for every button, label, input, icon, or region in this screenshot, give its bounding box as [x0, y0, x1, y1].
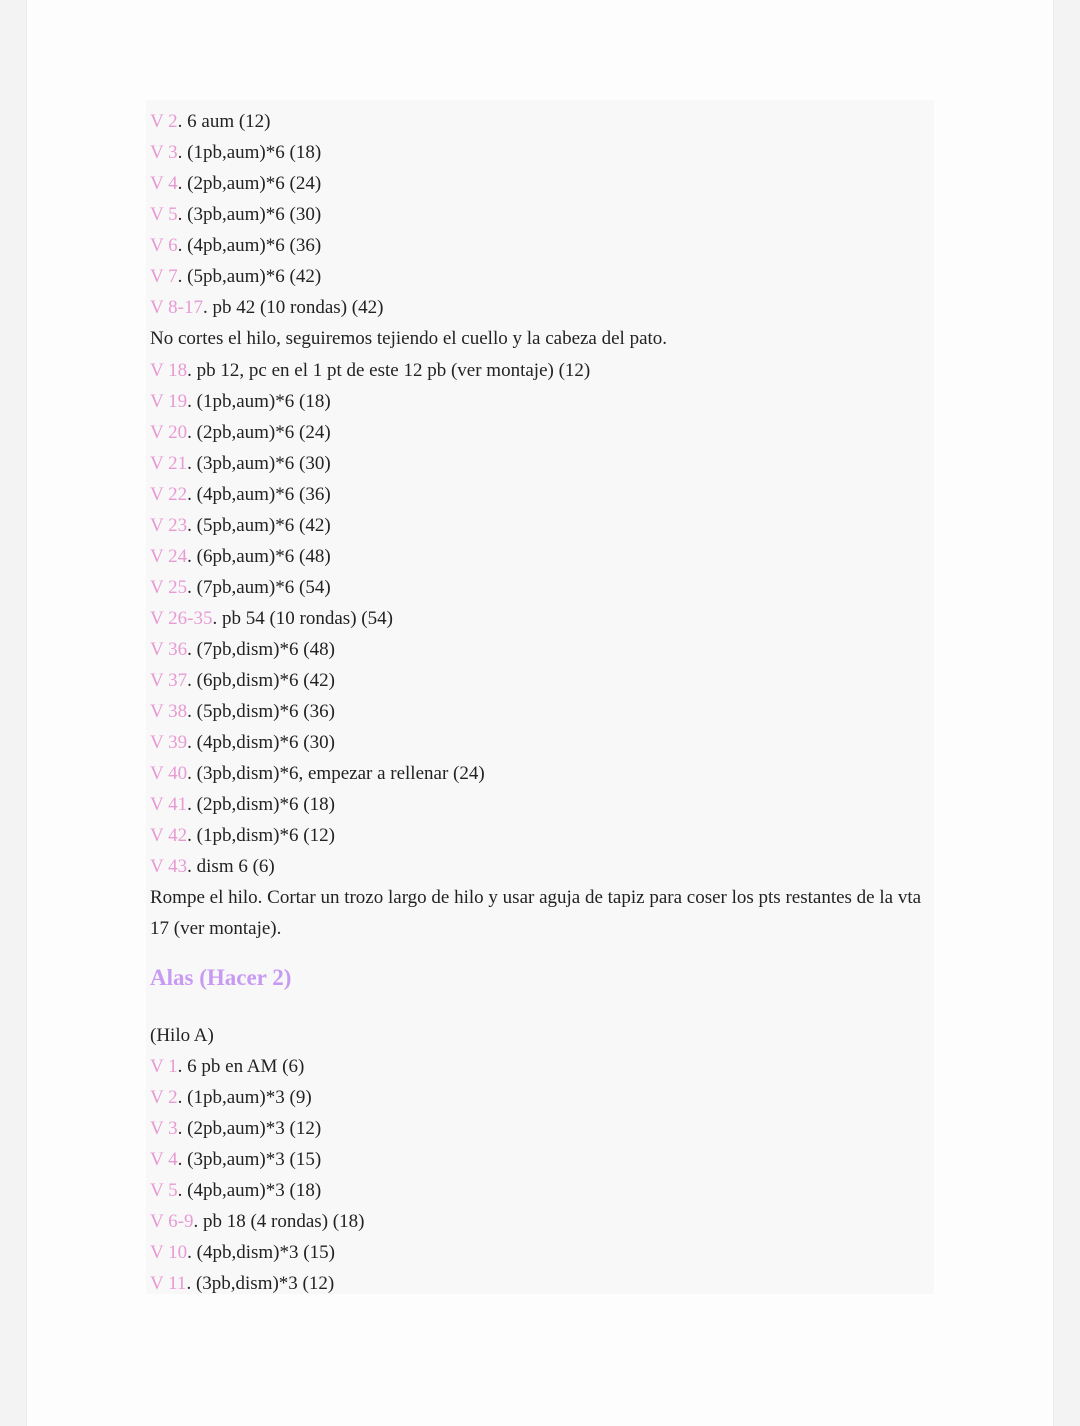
round-instruction: . (6pb,dism)*6 (42): [187, 670, 335, 691]
round-label: V 20: [150, 422, 188, 443]
round-instruction: . pb 18 (4 rondas) (18): [193, 1211, 365, 1232]
round-instruction: . (3pb,aum)*6 (30): [187, 453, 331, 474]
round-instruction: . (4pb,aum)*6 (36): [187, 484, 331, 505]
document-page: [26, 0, 1054, 1426]
round-label: V 21: [150, 453, 188, 474]
round-row: [150, 634, 335, 665]
round-row: [150, 106, 271, 137]
round-row: [150, 1082, 312, 1113]
round-row: [150, 386, 331, 417]
round-row: [150, 230, 321, 261]
round-label: V 42: [150, 825, 188, 846]
round-label: V 36: [150, 639, 188, 660]
yarn-note: (Hilo A): [150, 1025, 214, 1046]
round-row: [150, 292, 383, 323]
round-instruction: . (2pb,aum)*6 (24): [177, 173, 322, 194]
round-label: V 37: [150, 670, 188, 691]
section-heading: Alas (Hacer 2): [150, 965, 292, 990]
round-label: V 19: [150, 391, 188, 412]
round-row: [150, 541, 331, 572]
round-row: [150, 727, 335, 758]
round-row: [150, 168, 321, 199]
round-label: V 3: [150, 1118, 178, 1139]
round-row: [150, 789, 335, 820]
round-label: V 24: [150, 546, 188, 567]
round-instruction: . (5pb,aum)*6 (42): [187, 515, 331, 536]
round-label: V 7: [150, 266, 178, 287]
round-label: V 5: [150, 1180, 178, 1201]
round-instruction: . pb 12, pc en el 1 pt de este 12 pb (ver montaje) (12): [187, 360, 591, 381]
round-instruction: . (1pb,dism)*6 (12): [187, 825, 335, 846]
round-instruction: . (4pb,dism)*6 (30): [187, 732, 335, 753]
round-instruction: . (3pb,aum)*3 (15): [177, 1149, 322, 1170]
round-instruction: . (6pb,aum)*6 (48): [187, 546, 331, 567]
round-label: V 10: [150, 1242, 188, 1263]
round-instruction: . (1pb,aum)*6 (18): [177, 142, 322, 163]
round-instruction: . (4pb,aum)*3 (18): [177, 1180, 322, 1201]
instruction-note: No cortes el hilo, seguiremos tejiendo el cuello y la cabeza del pato.: [150, 328, 668, 349]
round-label: V 8-17: [150, 297, 203, 318]
round-row: [150, 510, 331, 541]
round-row: [150, 572, 331, 603]
round-row: [150, 137, 321, 168]
round-instruction: . (5pb,dism)*6 (36): [187, 701, 335, 722]
round-label: V 6: [150, 235, 178, 256]
round-instruction: . (1pb,aum)*3 (9): [177, 1087, 312, 1108]
round-instruction: . (2pb,dism)*6 (18): [187, 794, 335, 815]
round-instruction: . (7pb,dism)*6 (48): [187, 639, 335, 660]
round-instruction: . (7pb,aum)*6 (54): [187, 577, 331, 598]
round-label: V 23: [150, 515, 188, 536]
round-label: V 4: [150, 173, 178, 194]
round-row: [150, 758, 485, 789]
round-instruction: . 6 aum (12): [177, 111, 271, 132]
round-instruction: . (3pb,aum)*6 (30): [177, 204, 322, 225]
round-instruction: . (4pb,dism)*3 (15): [187, 1242, 335, 1263]
round-row: [150, 479, 331, 510]
round-row: [150, 1051, 304, 1082]
round-label: V 3: [150, 142, 178, 163]
round-row: [150, 1237, 335, 1268]
round-label: V 11: [150, 1273, 187, 1294]
round-label: V 39: [150, 732, 188, 753]
round-row: [150, 1175, 321, 1206]
round-row: [150, 851, 275, 882]
round-row: [150, 261, 321, 292]
round-label: V 41: [150, 794, 188, 815]
round-label: V 4: [150, 1149, 178, 1170]
round-instruction: . (4pb,aum)*6 (36): [177, 235, 322, 256]
round-row: [150, 1206, 364, 1237]
round-label: V 22: [150, 484, 188, 505]
round-instruction: . (5pb,aum)*6 (42): [177, 266, 322, 287]
round-label: V 38: [150, 701, 188, 722]
round-label: V 25: [150, 577, 188, 598]
round-row: [150, 355, 590, 386]
round-row: [150, 696, 335, 727]
round-row: [150, 199, 321, 230]
round-instruction: . dism 6 (6): [187, 856, 275, 877]
round-instruction: . pb 54 (10 rondas) (54): [212, 608, 393, 629]
round-label: V 26-35: [150, 608, 213, 629]
round-label: V 2: [150, 111, 178, 132]
round-row: [150, 1268, 334, 1299]
round-instruction: . 6 pb en AM (6): [177, 1056, 305, 1077]
round-row: [150, 820, 335, 851]
round-instruction: . (2pb,aum)*6 (24): [187, 422, 331, 443]
round-label: V 43: [150, 856, 188, 877]
round-row: [150, 603, 393, 634]
round-label: V 6-9: [150, 1211, 194, 1232]
round-label: V 1: [150, 1056, 178, 1077]
round-instruction: . (3pb,dism)*3 (12): [186, 1273, 335, 1294]
round-label: V 40: [150, 763, 188, 784]
round-instruction: . pb 42 (10 rondas) (42): [202, 297, 384, 318]
round-row: [150, 665, 335, 696]
round-instruction: . (3pb,dism)*6, empezar a rellenar (24): [187, 763, 485, 784]
round-instruction: . (2pb,aum)*3 (12): [177, 1118, 322, 1139]
round-row: [150, 1113, 321, 1144]
round-row: [150, 417, 331, 448]
round-label: V 5: [150, 204, 178, 225]
round-row: [150, 448, 331, 479]
round-row: [150, 1144, 321, 1175]
round-instruction: . (1pb,aum)*6 (18): [187, 391, 331, 412]
pattern-content: [146, 100, 934, 1294]
round-label: V 18: [150, 360, 188, 381]
round-label: V 2: [150, 1087, 178, 1108]
instruction-note: Rompe el hilo. Cortar un trozo largo de hilo y usar aguja de tapiz para coser los pts restantes de la vta 17 (ver montaje).: [150, 887, 922, 939]
